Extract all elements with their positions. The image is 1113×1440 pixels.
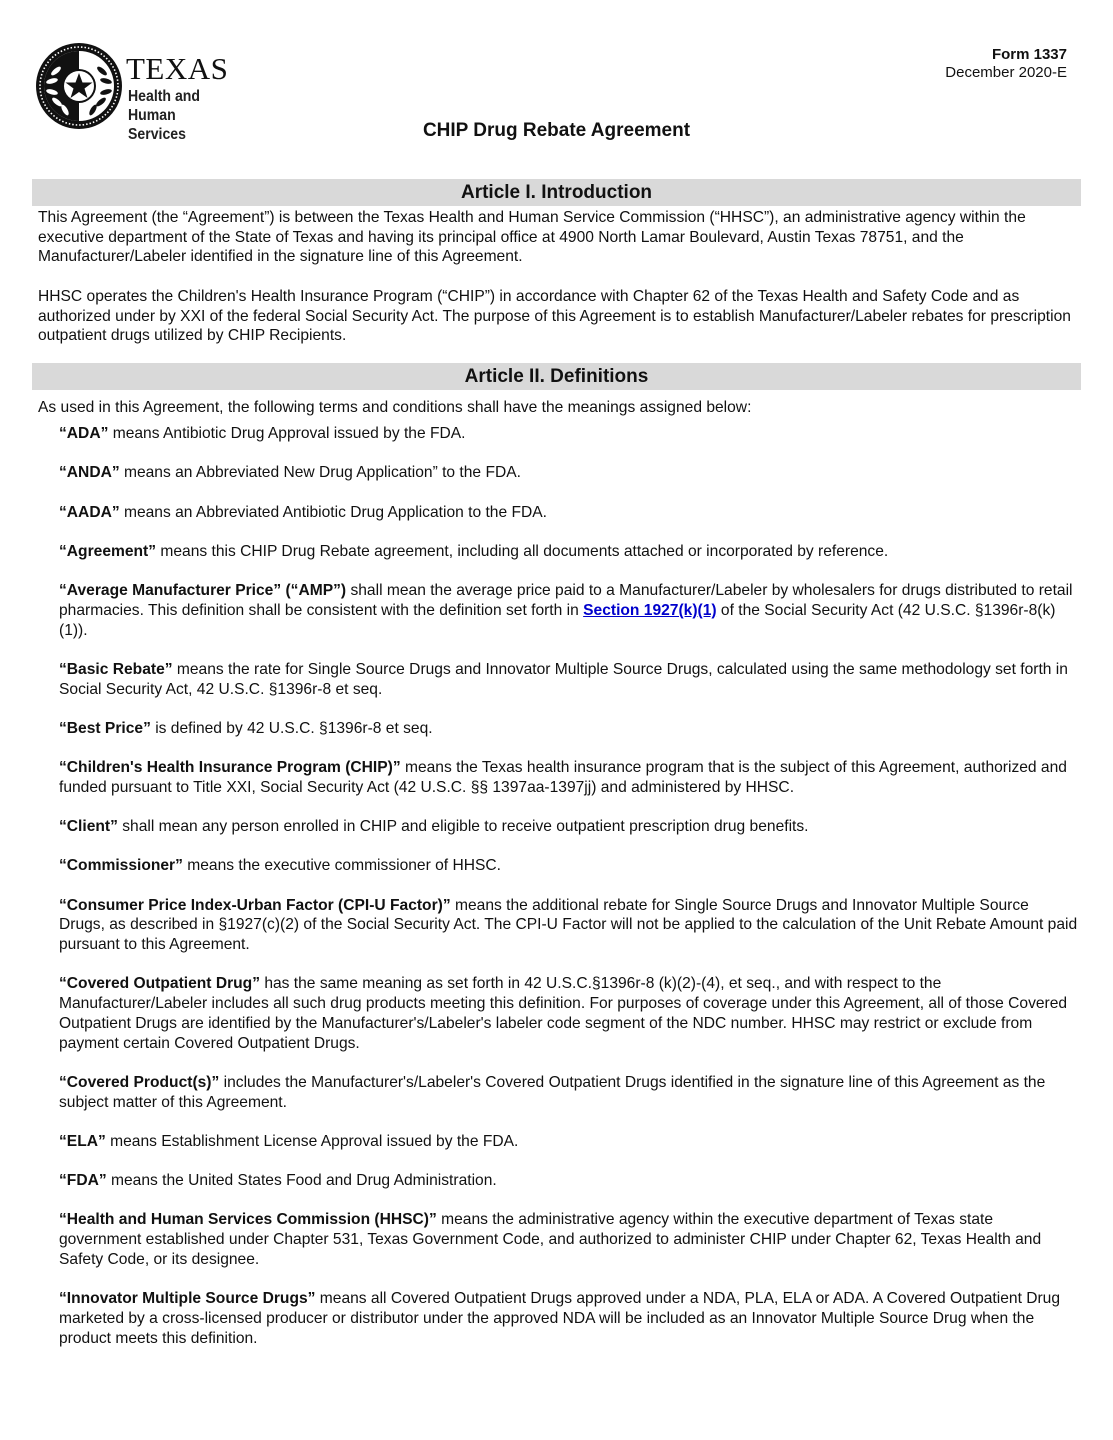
definition-term: “Health and Human Services Commission (HHSC)” (59, 1211, 437, 1229)
definition-term: “Consumer Price Index-Urban Factor (CPI-U Factor)” (59, 896, 451, 914)
definition-text: means the executive commissioner of HHSC. (182, 857, 501, 875)
definition-best-price (59, 719, 1079, 739)
definition-term: “Agreement” (59, 542, 157, 560)
definition-text: means the rate for Single Source Drugs and Innovator Multiple Source Drugs, calculated using the same methodology set forth in Social Security Act, 42 U.S.C. §1396r-8 et seq. (59, 660, 1068, 698)
logo-subtitle-line1: Health and Human (128, 88, 200, 124)
definitions-list (59, 424, 1079, 1368)
definition-cpi-u-factor (59, 896, 1079, 955)
definition-text: means the United States Food and Drug Administration. (106, 1172, 497, 1190)
definition-term: “ADA” (59, 425, 109, 442)
hhs-logo (34, 41, 264, 143)
definition-fda (59, 1171, 1079, 1191)
logo-texas-text: TEXAS (126, 51, 229, 86)
definition-text: has the same meaning as set forth in 42 U.S.C.§1396r-8 (k)(2)-(4), et seq., and with respect to the Manufacturer/Labeler includes all such drug products meeting this definition. For purposes of coverage under this Agreement, all of those Covered Outpatient Drugs are identified by the Manufacturer's/Labeler's labeler code segment of the NDC number. HHSC may restrict or exclude from payment certain Covered Outpatient Drugs. (59, 975, 1068, 1052)
form-number: Form 1337 (991, 46, 1067, 63)
definition-covered-products (59, 1073, 1079, 1112)
definition-term: “Client” (59, 818, 118, 836)
definition-term: “Children's Health Insurance Program (CHIP)” (59, 759, 401, 777)
logo-subtitle-line2: Services (128, 126, 186, 143)
article-2-heading: Article II. Definitions (32, 363, 1081, 390)
form-meta (945, 46, 1067, 82)
definition-text: means the additional rebate for Single Source Drugs and Innovator Multiple Source Drugs, as described in §1927(c)(2) of the Social Security Act. The CPI-U Factor will not be applied to the calculation of the Unit Rebate Amount paid pursuant to this Agreement. (59, 896, 1078, 954)
definition-covered-outpatient-drug (59, 974, 1079, 1053)
definition-client (59, 817, 1079, 837)
form-date: December 2020-E (945, 64, 1067, 81)
definition-text: includes the Manufacturer's/Labeler's Covered Outpatient Drugs identified in the signature line of this Agreement as the subject matter of this Agreement. (59, 1073, 1046, 1111)
article-1-heading: Article I. Introduction (32, 179, 1081, 206)
definition-text-after: of the Social Security Act (42 U.S.C. §1396r-8(k)(1)). (59, 601, 1056, 639)
definition-text: means this CHIP Drug Rebate agreement, including all documents attached or incorporated by reference. (156, 542, 889, 560)
definition-text: means the Texas health insurance program that is the subject of this Agreement, authorized and funded pursuant to Title XXI, Social Security Act (42 U.S.C. §§ 1397aa-1397jj) and administered by HHSC. (59, 759, 1067, 796)
definition-term: “Innovator Multiple Source Drugs” (59, 1290, 316, 1308)
definition-text: is defined by 42 U.S.C. §1396r-8 et seq. (150, 719, 433, 737)
section-1927-link[interactable]: Section 1927(k)(1) (583, 601, 717, 619)
article-1-paragraph: HHSC operates the Children's Health Insurance Program (“CHIP”) in accordance with Chapter 62 of the Texas Health and Safety Code and as authorized under by XXI of the federal Social Security Act. The purpose of this Agreement is to establish Manufacturer/Labeler rebates for prescription outpatient drugs utilized by CHIP Recipients. (38, 288, 1071, 345)
definition-term: “ELA” (59, 1132, 106, 1150)
definition-agreement (59, 542, 1079, 562)
document-title: CHIP Drug Rebate Agreement (422, 120, 691, 141)
definition-term: “ANDA” (59, 464, 120, 482)
definition-innovator-multiple-source-drugs (59, 1289, 1079, 1348)
definition-text: means Establishment License Approval issued by the FDA. (105, 1132, 519, 1150)
texas-seal-icon (34, 41, 124, 131)
definition-text: means all Covered Outpatient Drugs approved under a NDA, PLA, ELA or ADA. A Covered Outpatient Drug marketed by a cross-licensed producer or distributor under the approved NDA will be included as an Innovator Multiple Source Drug when the product meets this definition. (59, 1290, 1061, 1347)
definition-aada (59, 503, 1079, 523)
definition-term: “Best Price” (59, 719, 151, 737)
definition-term: “Covered Outpatient Drug” (59, 975, 260, 993)
definition-term: “FDA” (59, 1172, 107, 1190)
definition-basic-rebate (59, 660, 1079, 699)
definition-amp (59, 581, 1079, 640)
definition-text: means the administrative agency within the executive department of Texas state government established under Chapter 531, Texas Government Code, and authorized to administer CHIP under Chapter 62, Texas Health and Safety Code, or its designee. (59, 1211, 1042, 1268)
definition-ada (59, 424, 1079, 444)
definition-term: “AADA” (59, 503, 120, 521)
definition-chip (59, 758, 1079, 797)
definition-text: means an Abbreviated Antibiotic Drug Application to the FDA. (119, 503, 547, 521)
definition-ela (59, 1132, 1079, 1152)
definition-text: shall mean any person enrolled in CHIP and eligible to receive outpatient prescription drug benefits. (117, 818, 809, 836)
definition-hhsc (59, 1210, 1079, 1269)
definition-term: “Basic Rebate” (59, 660, 173, 678)
definition-term: “Average Manufacturer Price” (“AMP”) (59, 582, 347, 600)
definition-term: “Covered Product(s)” (59, 1073, 220, 1091)
definition-commissioner (59, 856, 1079, 876)
definition-term: “Commissioner” (59, 857, 183, 875)
definition-text: shall mean the average price paid to a Manufacturer/Labeler by wholesalers for drugs distributed to retail pharmacies. This definition shall be consistent with the definition set forth in (59, 582, 1073, 619)
article-1-paragraph: This Agreement (the “Agreement”) is between the Texas Health and Human Service Commission (“HHSC”), an administrative agency within the executive department of the State of Texas and having its principal office at 4900 North Lamar Boulevard, Austin Texas 78751, and the Manufacturer/Labeler identified in the signature line of this Agreement. (38, 209, 1026, 266)
definition-text: means Antibiotic Drug Approval issued by the FDA. (108, 425, 466, 442)
definition-anda (59, 463, 1079, 483)
definition-text: means an Abbreviated New Drug Application” to the FDA. (119, 464, 521, 482)
definitions-intro: As used in this Agreement, the following terms and conditions shall have the meanings assigned below: (38, 399, 752, 416)
